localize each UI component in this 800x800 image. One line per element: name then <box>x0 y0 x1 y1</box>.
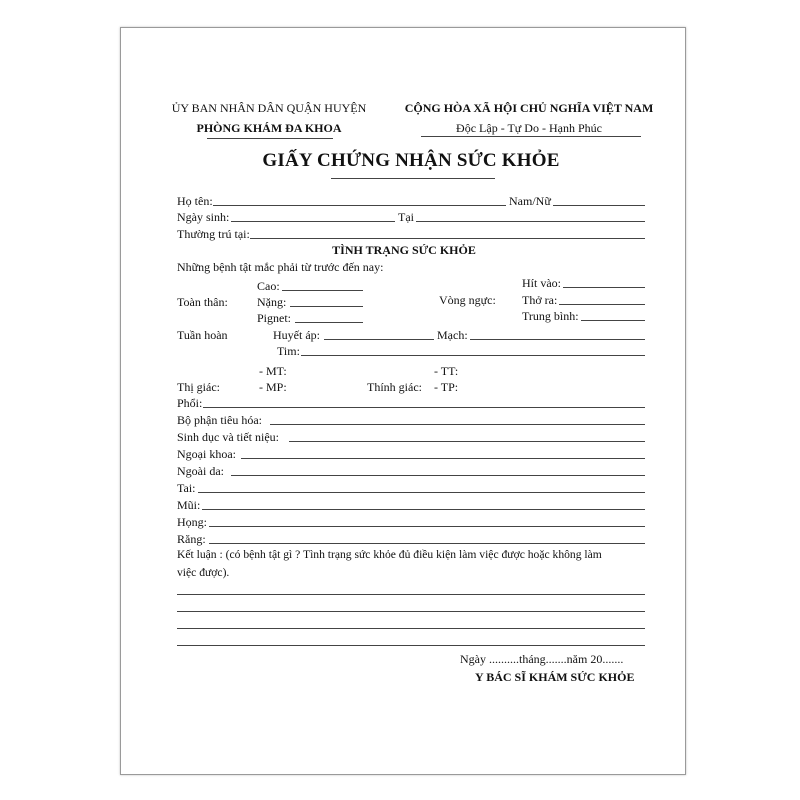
body-label: Toàn thân: <box>177 295 228 309</box>
surgery-field[interactable] <box>241 458 645 459</box>
ears-label: Tai: <box>177 481 196 495</box>
pignet-label: Pignet: <box>257 311 292 325</box>
right-ear-label: - TP: <box>434 380 459 394</box>
residence-field[interactable] <box>250 238 645 239</box>
lungs-field[interactable] <box>203 407 645 408</box>
health-status-heading: TÌNH TRẠNG SỨC KHỎE <box>332 243 476 257</box>
teeth-field[interactable] <box>209 543 645 544</box>
gender-field[interactable] <box>553 205 645 206</box>
surgery-label: Ngoại khoa: <box>177 447 236 461</box>
exhale-field[interactable] <box>559 304 645 305</box>
average-field[interactable] <box>581 320 645 321</box>
blood-pressure-label: Huyết áp: <box>273 328 320 342</box>
hearing-label: Thính giác: <box>367 380 422 394</box>
throat-label: Họng: <box>177 515 207 529</box>
conclusion-line-4[interactable] <box>177 645 645 646</box>
conclusion-prompt-line2: việc được). <box>177 566 230 579</box>
conclusion-line-3[interactable] <box>177 628 645 629</box>
conclusion-line-1[interactable] <box>177 594 645 595</box>
urogenital-label: Sinh dục và tiết niệu: <box>177 430 279 444</box>
issuer-clinic: PHÒNG KHÁM ĐA KHOA <box>196 121 342 135</box>
weight-label: Nặng: <box>257 295 287 309</box>
left-eye-label: - MT: <box>259 364 287 378</box>
nose-label: Mũi: <box>177 498 201 512</box>
conclusion-line-2[interactable] <box>177 611 645 612</box>
blood-pressure-field[interactable] <box>324 339 434 340</box>
throat-field[interactable] <box>209 526 645 527</box>
heart-label: Tim: <box>277 344 300 358</box>
exhale-label: Thở ra: <box>522 293 558 307</box>
vision-label: Thị giác: <box>177 380 220 394</box>
teeth-label: Răng: <box>177 532 206 546</box>
dob-label: Ngày sinh: <box>177 210 230 224</box>
ears-field[interactable] <box>198 492 645 493</box>
signature-date: Ngày ..........tháng.......năm 20....... <box>460 652 624 666</box>
place-of-birth-field[interactable] <box>416 221 645 222</box>
dob-field[interactable] <box>231 221 395 222</box>
conclusion-prompt-line1: Kết luận : (có bệnh tật gì ? Tình trạng sức khỏe đủ điều kiện làm việc được hoặc không làm <box>177 548 602 561</box>
skin-field[interactable] <box>231 475 645 476</box>
document-title: GIẤY CHỨNG NHẬN SỨC KHỎE <box>262 150 560 171</box>
residence-label: Thường trú tại: <box>177 227 250 241</box>
nose-field[interactable] <box>202 509 645 510</box>
prior-diseases-label: Những bệnh tật mắc phải từ trước đến nay: <box>177 260 384 274</box>
urogenital-field[interactable] <box>289 441 645 442</box>
height-label: Cao: <box>257 279 280 293</box>
inhale-field[interactable] <box>563 287 645 288</box>
average-label: Trung bình: <box>522 309 579 323</box>
height-field[interactable] <box>282 290 363 291</box>
signer-title: Y BÁC SĨ KHÁM SỨC KHỎE <box>475 670 635 684</box>
lungs-label: Phổi: <box>177 396 203 410</box>
circulation-label: Tuần hoàn <box>177 328 228 342</box>
weight-field[interactable] <box>290 306 363 307</box>
gender-label: Nam/Nữ <box>509 194 551 208</box>
issuer-underline <box>207 138 333 139</box>
place-of-birth-label: Tại <box>398 210 414 224</box>
digestive-field[interactable] <box>270 424 645 425</box>
pulse-label: Mạch: <box>437 328 468 342</box>
issuer-committee: ỦY BAN NHÂN DÂN QUẬN HUYỆN <box>171 101 367 115</box>
chest-label: Vòng ngực: <box>439 293 496 307</box>
name-label: Họ tên: <box>177 194 213 208</box>
heart-field[interactable] <box>301 355 645 356</box>
national-motto: Độc Lập - Tự Do - Hạnh Phúc <box>456 121 602 135</box>
health-certificate-sheet <box>120 27 686 775</box>
digestive-label: Bộ phận tiêu hóa: <box>177 413 262 427</box>
right-eye-label: - MP: <box>259 380 287 394</box>
skin-label: Ngoài da: <box>177 464 224 478</box>
title-underline <box>331 178 495 179</box>
pignet-field[interactable] <box>295 322 363 323</box>
left-ear-label: - TT: <box>434 364 459 378</box>
country-name: CỘNG HÒA XÃ HỘI CHỦ NGHĨA VIỆT NAM <box>404 101 654 115</box>
name-field[interactable] <box>213 205 506 206</box>
pulse-field[interactable] <box>470 339 645 340</box>
inhale-label: Hít vào: <box>522 276 561 290</box>
motto-underline <box>421 136 641 137</box>
